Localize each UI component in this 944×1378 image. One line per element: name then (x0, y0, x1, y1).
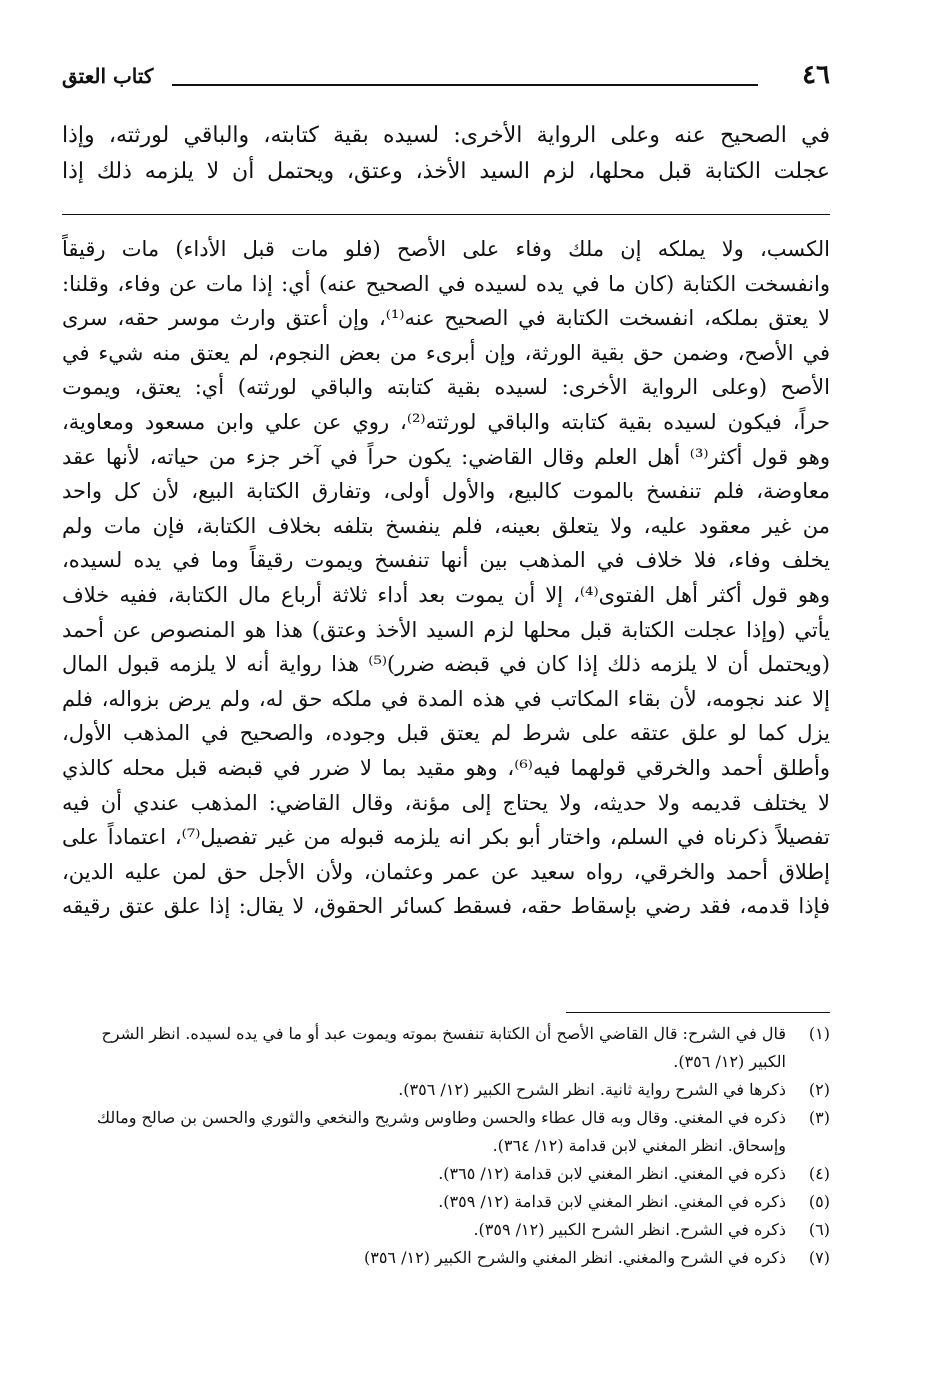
footnote (62, 1244, 830, 1272)
commentary-line: من غير معقود عليه، ولا يتعلق بعينه، فلم ينفسخ بتلفه بخلاف الكتابة، فإن مات ولم (62, 513, 830, 538)
header-rule (172, 84, 758, 86)
commentary-line: حراً، فيكون لسيده بقية كتابته والباقي لورثته⁽²⁾، روي عن علي وابن مسعود ومعاوية، (62, 409, 830, 434)
commentary-line: الكسب، ولا يملكه إن ملك وفاء على الأصح (فلو مات قبل الأداء) مات رقيقاً (62, 237, 830, 261)
commentary-line: تفصيلاً ذكرناه في السلم، واختار أبو بكر انه يلزمه قبوله من غير تفصيل⁽⁷⁾، اعتماداً على (62, 825, 830, 850)
footnote (62, 1104, 830, 1160)
footnote (62, 1188, 830, 1216)
matn-line: في الصحيح عنه وعلى الرواية الأخرى: لسيده بقية كتابته، والباقي لورثته، وإذا (62, 123, 830, 148)
footnote-number: (٧) (808, 1248, 830, 1267)
footnote-number: (٤) (808, 1164, 830, 1183)
footnote-number: (٢) (808, 1080, 830, 1099)
footnote-text: ذكره في المغني. انظر المغني لابن قدامة (١٢/ ٣٦٥). (438, 1164, 786, 1183)
footnote (62, 1216, 830, 1244)
footnote-separator (566, 1012, 830, 1013)
footnote (62, 1020, 830, 1076)
footnote-number: (٦) (808, 1220, 830, 1239)
footnote-number: (٣) (808, 1108, 830, 1127)
footnote-text: ذكره في الشرح. انظر الشرح الكبير (١٢/ ٣٥٩). (473, 1220, 786, 1239)
commentary-line: يخلف وفاء، فلا خلاف في المذهب بين أنها تنفسخ ويموت رقيقاً وما في يده لسيده، (62, 548, 830, 573)
commentary-line: يأتي (وإذا عجلت الكتابة قبل محلها لزم السيد الأخذ وعتق) هذا هو المنصوص عن أحمد (62, 617, 830, 642)
page-header (62, 58, 830, 92)
footnote (62, 1160, 830, 1188)
commentary-line: يزل كما لو علق عتقه على شرط لم يعتق قبل وجوده، والصحيح في المذهب الأول، (62, 721, 830, 746)
commentary-line: (ويحتمل أن لا يلزمه ذلك إذا كان في قبضه ضرر)⁽⁵⁾ هذا رواية أنه لا يلزمه قبول المال (62, 652, 830, 677)
matn-line: عجلت الكتابة قبل محلها، لزم السيد الأخذ، وعتق، ويحتمل أن لا يلزمه ذلك إذا (62, 159, 830, 184)
footnote-text: ذكره في المغني. وقال وبه قال عطاء والحسن وطاوس وشريح والنخعي والثوري والحسن بن صالح ومالك وإسحاق. انظر المغني لابن قدامة (١٢/ ٣٦٤). (96, 1108, 786, 1155)
commentary-line: إطلاق أحمد والخرقي، رواه سعيد عن عمر وعثمان، ولأن الأجل حق لمن عليه الدين، (62, 859, 830, 884)
matn-text (62, 118, 830, 190)
commentary-line: وهو قول أكثر أهل الفتوى⁽⁴⁾، إلا أن يموت بعد أداء ثلاثة أرباع مال الكتابة، ففيه خلاف (62, 582, 830, 607)
commentary-line: لا يعتق بملكه، انفسخت الكتابة في الصحيح عنه⁽¹⁾، وإن أعتق وارث موسر حقه، سرى (62, 306, 830, 331)
footnote (62, 1076, 830, 1104)
commentary-line: فإذا قدمه، فقد رضي بإسقاط حقه، فسقط كسائر الحقوق، لا يقال: إذا علق عتق رقيقه (62, 894, 830, 919)
footnote-number: (٥) (808, 1192, 830, 1211)
matn-separator (62, 214, 830, 215)
footnotes (62, 1020, 830, 1272)
book-title: كتاب العتق (62, 64, 154, 88)
page-number: ٤٦ (802, 60, 830, 90)
commentary-line: لا يختلف قديمه ولا حديثه، ولا يحتاج إلى مؤنة، وقال القاضي: المذهب عندي أن فيه (62, 790, 830, 815)
footnote-text: ذكره في الشرح والمغني. انظر المغني والشرح الكبير (١٢/ ٣٥٦) (363, 1248, 786, 1267)
commentary-line: إلا عند نجومه، لأن بقاء المكاتب في هذه المدة في ملكه حق له، ولم يرض بزواله، فلم (62, 686, 830, 711)
commentary-line: وأطلق أحمد والخرقي قولهما فيه⁽⁶⁾، وهو مقيد بما لا ضرر في قبضه قبل محله كالذي (62, 755, 830, 780)
commentary-line: معاوضة، فلم تنفسخ بالموت كالبيع، والأول أولى، وتفارق الكتابة البيع، لأن كل واحد (62, 479, 830, 504)
footnote-text: ذكره في المغني. انظر المغني لابن قدامة (١٢/ ٣٥٩). (438, 1192, 786, 1211)
commentary-line: في الأصح، وضمن حق بقية الورثة، وإن أبرىء من بعض النجوم، لم يعتق منه شيء في (62, 340, 830, 365)
commentary-line: وهو قول أكثر⁽³⁾ أهل العلم وقال القاضي: يكون حراً في آخر جزء من حياته، لأنها عقد (62, 444, 830, 469)
commentary-text (62, 232, 830, 924)
commentary-line: وانفسخت الكتابة (كان ما في يده لسيده في الصحيح عنه) أي: إذا مات عن وفاء، وقلنا: (62, 271, 830, 296)
footnote-text: قال في الشرح: قال القاضي الأصح أن الكتابة تنفسخ بموته ويموت عبد أو ما في يده لسيده. انظر الشرح الكبير (١٢/ ٣٥٦). (101, 1024, 786, 1071)
commentary-line: الأصح (وعلى الرواية الأخرى: لسيده بقية كتابته والباقي لورثته) أي: يعتق، ويموت (62, 375, 830, 400)
footnote-text: ذكرها في الشرح رواية ثانية. انظر الشرح الكبير (١٢/ ٣٥٦). (398, 1080, 786, 1099)
footnote-number: (١) (808, 1024, 830, 1043)
